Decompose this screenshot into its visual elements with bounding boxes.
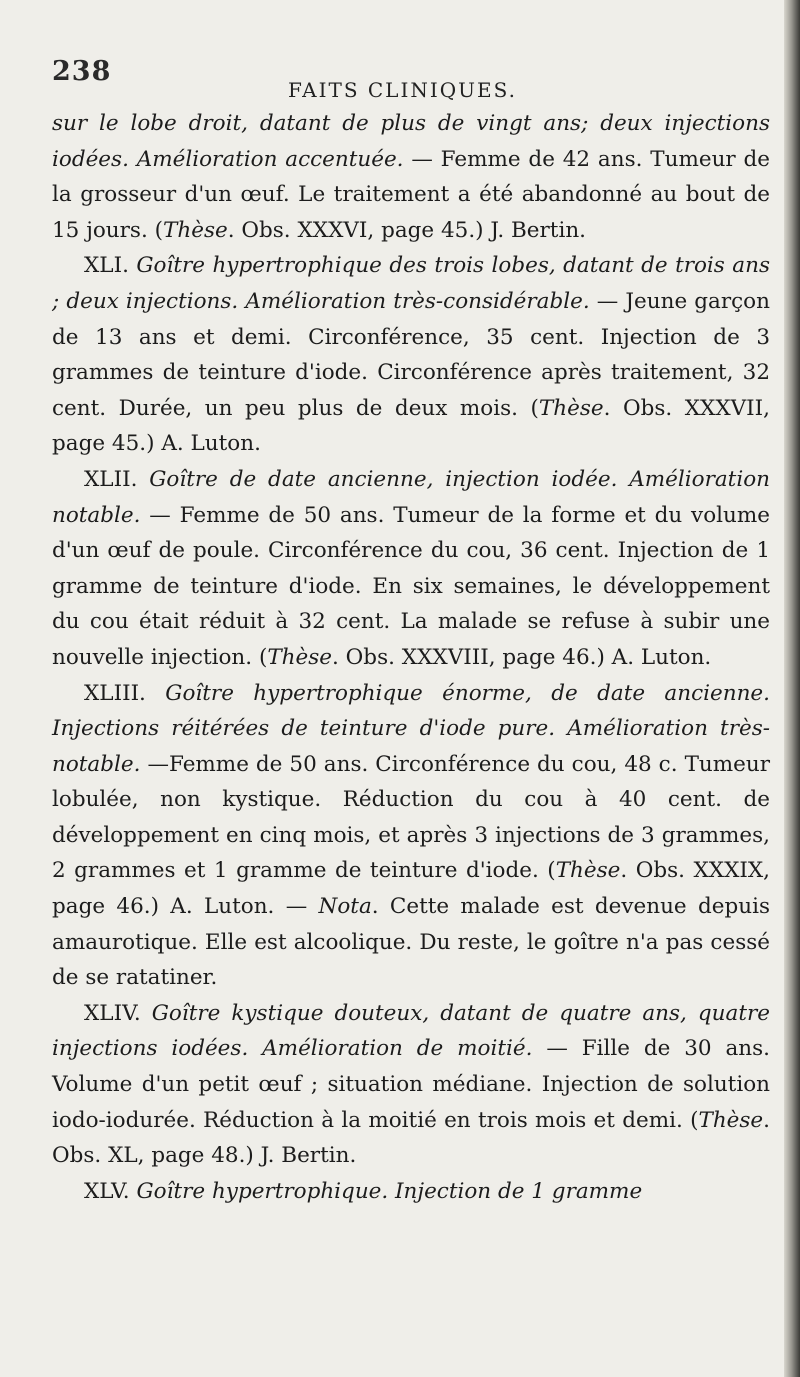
observation-entry	[52, 1174, 770, 1210]
nota-label: Nota	[318, 894, 372, 920]
entry-title: Goître de date ancienne, injection iodée. Amélioration notable.	[52, 466, 770, 528]
reference-title: Thèse	[555, 858, 621, 884]
entry-number: XLI.	[84, 253, 129, 279]
page-number: 238	[52, 56, 112, 87]
entry-title: sur le lobe droit, datant de plus de vingt ans; deux injections iodées. Amélioration accentuée.	[52, 111, 770, 172]
entry-text-end: . Obs. XXXVI, page 45.) J. Bertin.	[227, 217, 587, 243]
reference-title: Thèse	[698, 1107, 764, 1133]
book-spine-shadow	[784, 0, 800, 1377]
observation-entry	[52, 106, 770, 248]
observation-entry	[52, 248, 770, 462]
entry-title: Goître hypertrophique énorme, de date ancienne. Injections réitérées de teinture d'iode pure. Amélioration très-notable.	[52, 680, 770, 777]
entry-text-end: . Obs. XL, page 48.) J. Bertin.	[52, 1107, 770, 1169]
page-header	[0, 56, 800, 102]
entry-text-end: . Obs. XXXIX, page 46.) A. Luton. —	[52, 858, 771, 920]
entry-title: Goître hypertrophique. Injection de 1 gramme	[136, 1178, 643, 1204]
observation-entry	[52, 996, 770, 1174]
nota-text: . Cette malade est devenue depuis amaurotique. Elle est alcoolique. Du reste, le goître n'a pas cessé de se ratatiner.	[52, 894, 770, 991]
entry-title: Goître hypertrophique des trois lobes, datant de trois ans ; deux injections. Amélioration très-considérable.	[52, 253, 770, 314]
entry-number: XLIII.	[84, 680, 146, 706]
reference-title: Thèse	[267, 644, 333, 670]
entry-text: — Fille de 30 ans. Volume d'un petit œuf ; situation médiane. Injection de solution iodo-iodurée. Réduction à la moitié en trois mois et demi. (	[52, 1036, 770, 1133]
reference-title: Thèse	[538, 395, 604, 421]
entry-title: Goître kystique douteux, datant de quatre ans, quatre injections iodées. Amélioration de moitié.	[52, 1000, 770, 1062]
entry-text-end: . Obs. XXXVII, page 45.) A. Luton.	[52, 395, 771, 457]
observation-entry	[52, 462, 770, 676]
entry-text: — Jeune garçon de 13 ans et demi. Circonférence, 35 cent. Injection de 3 grammes de teinture d'iode. Circonférence après traitement, 32 cent. Durée, un peu plus de deux mois. (	[52, 288, 770, 421]
running-title: FAITS CLINIQUES.	[288, 78, 517, 102]
body-text	[52, 106, 770, 1209]
entry-number: XLII.	[84, 466, 138, 492]
reference-title: Thèse	[163, 217, 228, 243]
entry-text: — Femme de 50 ans. Tumeur de la forme et du volume d'un œuf de poule. Circonférence du cou, 36 cent. Injection de 1 gramme de teinture d'iode. En six semaines, le développement du cou était réduit à 32 cent. La malade se refuse à subir une nouvelle injection. (	[52, 502, 770, 670]
observation-entry	[52, 676, 770, 996]
entry-text: —Femme de 50 ans. Circonférence du cou, 48 c. Tumeur lobulée, non kystique. Réduction du cou à 40 cent. de développement en cinq mois, et après 3 injections de 3 grammes, 2 grammes et 1 gramme de teinture d'iode. (	[52, 751, 770, 884]
entry-text-end: . Obs. XXXVIII, page 46.) A. Luton.	[332, 644, 712, 670]
entry-number: XLIV.	[84, 1000, 141, 1026]
entry-text: — Femme de 42 ans. Tumeur de la grosseur d'un œuf. Le traitement a été abandonné au bout de 15 jours. (	[52, 146, 770, 243]
entry-number: XLV.	[84, 1178, 130, 1204]
